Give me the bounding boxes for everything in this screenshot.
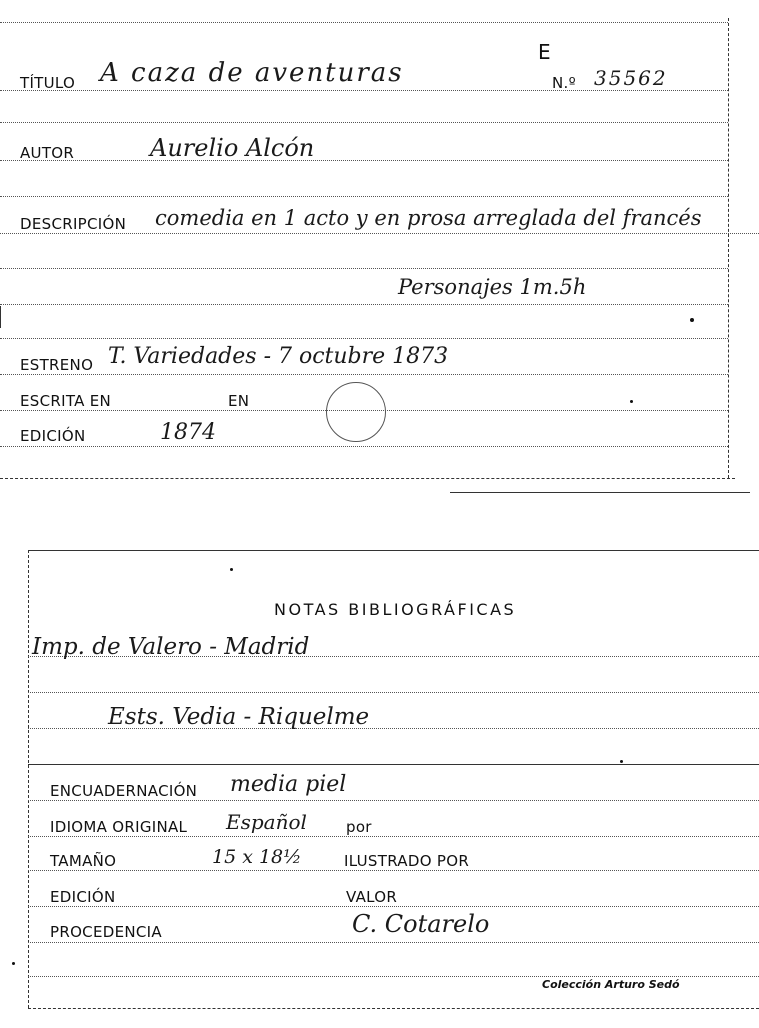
ruled-line: [0, 338, 728, 339]
tamano-label: TAMAÑO: [50, 852, 117, 870]
ruled-line: [0, 90, 728, 91]
estreno-label: ESTRENO: [20, 356, 94, 374]
en-label: EN: [228, 392, 250, 410]
autor-value: Aurelio Alcón: [150, 134, 315, 162]
ruled-line: [28, 976, 759, 977]
ilustrado-label: ILUSTRADO POR: [344, 852, 470, 870]
estreno-value: T. Variedades - 7 octubre 1873: [108, 344, 449, 369]
corner-mark: E: [538, 40, 551, 64]
ruled-line: [28, 906, 759, 907]
notas-heading: NOTAS BIBLIOGRÁFICAS: [274, 600, 517, 619]
edicion-value: 1874: [160, 420, 216, 445]
por-label: por: [346, 818, 372, 836]
ruled-line: [28, 942, 759, 943]
escrita-en-label: ESCRITA EN: [20, 392, 112, 410]
card-bottom-top-edge: [28, 550, 759, 551]
punch-hole: [326, 382, 386, 442]
notes-line-1: Imp. de Valero - Madrid: [32, 634, 310, 660]
notes-line-2: Ests. Vedia - Riquelme: [108, 704, 370, 730]
ruled-line: [0, 160, 728, 161]
ruled-line: [28, 800, 759, 801]
tamano-value: 15 x 18½: [212, 846, 302, 868]
descripcion-value: comedia en 1 acto y en prosa arreglada del francés: [155, 206, 702, 230]
margin-mark: [0, 306, 1, 328]
card-bottom-left-edge: [28, 550, 29, 1008]
ink-speck: [620, 760, 623, 763]
numero-value: 35562: [594, 66, 668, 90]
section-divider: [28, 764, 759, 765]
valor-label: VALOR: [346, 888, 398, 906]
encuadernacion-value: media piel: [230, 772, 347, 797]
ink-speck: [230, 568, 233, 571]
ruled-line: [0, 22, 728, 23]
ink-speck: [12, 962, 15, 965]
card-top-edge-shadow: [450, 492, 750, 493]
descripcion-label: DESCRIPCIÓN: [20, 215, 127, 233]
descripcion-value-2: Personajes 1m.5h: [398, 275, 587, 299]
procedencia-value: C. Cotarelo: [352, 910, 490, 938]
card-top-right-edge: [728, 18, 729, 478]
ruled-line: [0, 374, 728, 375]
titulo-value: A caza de aventuras: [100, 58, 404, 88]
ruled-line: [0, 233, 759, 234]
ruled-line: [28, 870, 759, 871]
collection-credit: Colección Arturo Sedó: [542, 978, 680, 991]
ink-speck: [690, 318, 694, 322]
ruled-line: [0, 304, 728, 305]
encuadernacion-label: ENCUADERNACIÓN: [50, 782, 198, 800]
autor-label: AUTOR: [20, 144, 75, 162]
ruled-line: [0, 446, 728, 447]
numero-label: N.º: [552, 74, 576, 92]
ruled-line: [28, 836, 759, 837]
ruled-line: [0, 122, 728, 123]
ruled-line: [0, 196, 728, 197]
ruled-line: [28, 692, 759, 693]
ruled-line: [0, 268, 728, 269]
ink-speck: [630, 400, 633, 403]
idioma-label: IDIOMA ORIGINAL: [50, 818, 188, 836]
card-bottom-bottom-edge: [28, 1008, 759, 1009]
titulo-label: TÍTULO: [20, 74, 76, 92]
edicion2-label: EDICIÓN: [50, 888, 116, 906]
procedencia-label: PROCEDENCIA: [50, 923, 162, 941]
card-top-bottom-edge: [0, 478, 735, 479]
edicion-label: EDICIÓN: [20, 427, 86, 445]
idioma-value: Español: [226, 810, 307, 834]
